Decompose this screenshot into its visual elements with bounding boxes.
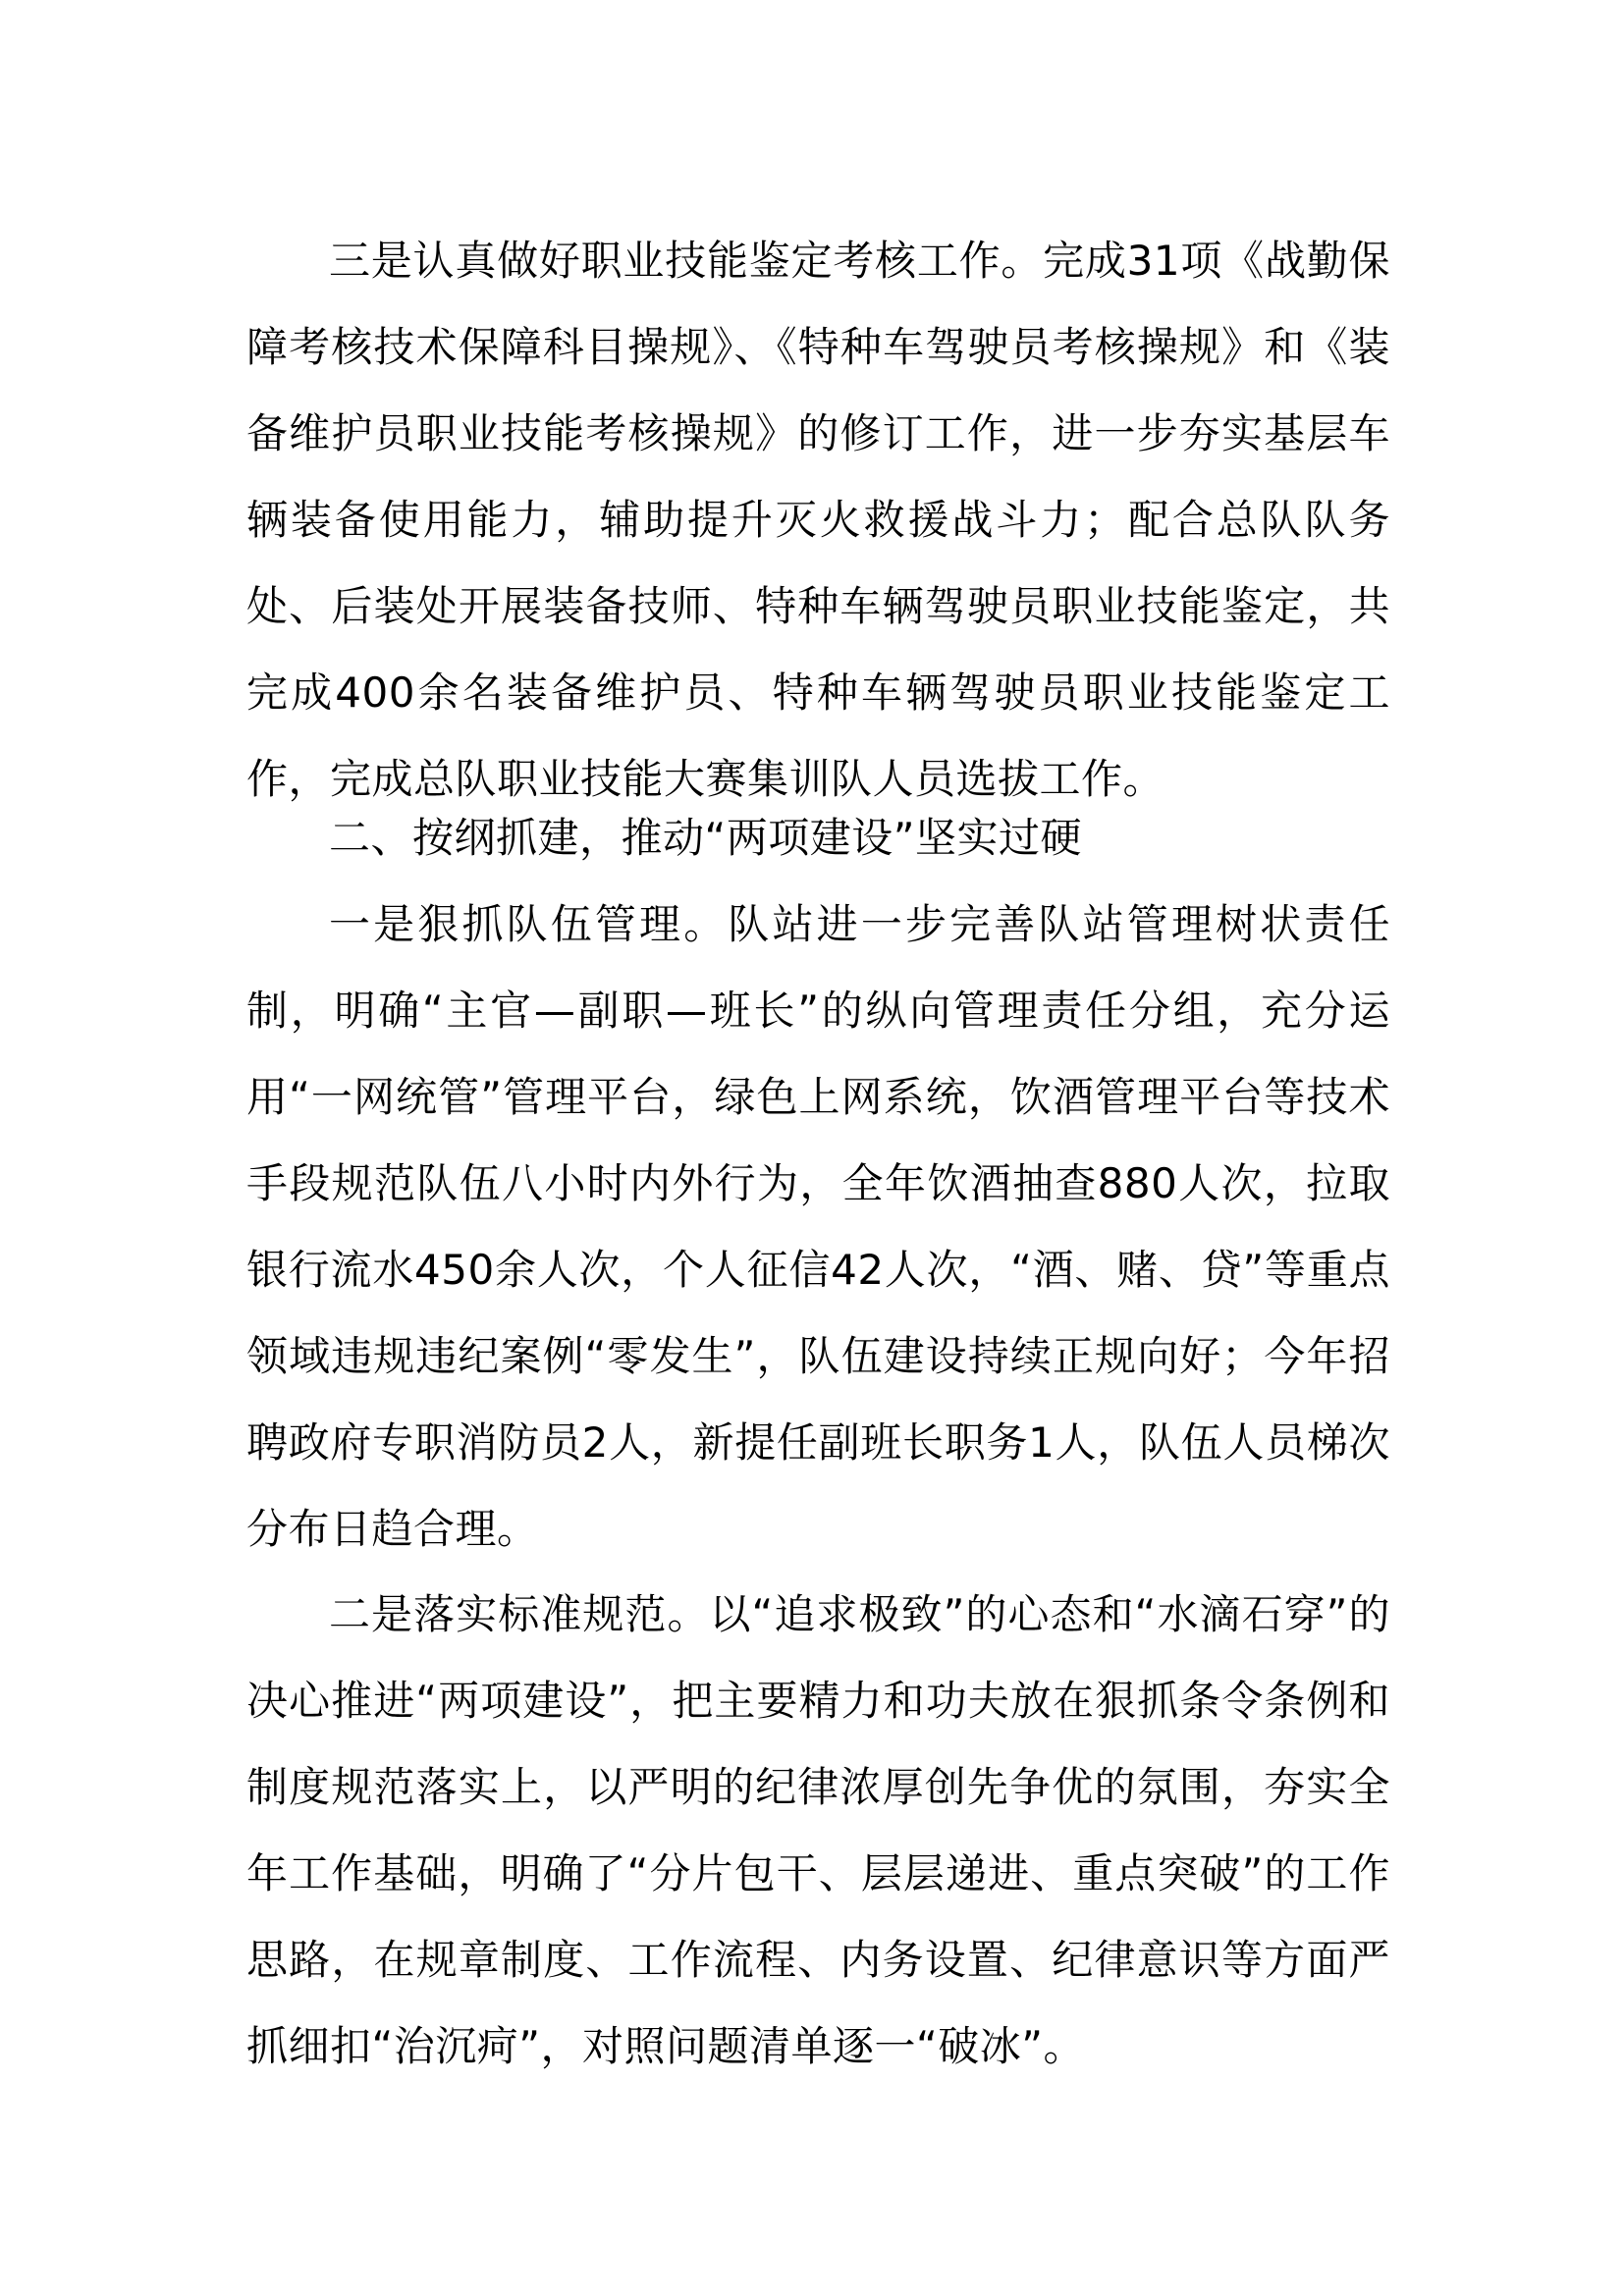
paragraph-standards: 二是落实标准规范。以“追求极致”的心态和“水滴石穿”的决心推进“两项建设”，把主要精力和功夫放在狠抓条令条例和制度规范落实上，以严明的纪律浓厚创先争优的氛围，夯实全年工作基础，明确了“分片包干、层层递进、重点突破”的工作思路，在规章制度、工作流程、内务设置、纪律意识等方面严抓细扣“治沉疴”，对照问题清单逐一“破冰”。 bbox=[246, 1590, 1390, 2070]
paragraph-skills-assessment: 三是认真做好职业技能鉴定考核工作。完成31项《战勤保障考核技术保障科目操规》、《特种车驾驶员考核操规》和《装备维护员职业技能考核操规》的修订工作，进一步夯实基层车辆装备使用能力，辅助提升灭火救援战斗力；配合总队队务处、后装处开展装备技师、特种车辆驾驶员职业技能鉴定，共完成400余名装备维护员、特种车辆驾驶员职业技能鉴定工作，完成总队职业技能大赛集训队人员选拔工作。 bbox=[246, 237, 1390, 803]
section-vocational-skills bbox=[246, 218, 1390, 823]
section-team-management bbox=[246, 795, 1390, 1573]
paragraph-team-management: 一是狠抓队伍管理。队站进一步完善队站管理树状责任制，明确“主官—副职—班长”的纵向管理责任分组，充分运用“一网统管”管理平台，绿色上网系统，饮酒管理平台等技术手段规范队伍八小时内外行为，全年饮酒抽查880人次，拉取银行流水450余人次，个人征信42人次，“酒、赌、贷”等重点领域违规违纪案例“零发生”，队伍建设持续正规向好；今年招聘政府专职消防员2人，新提任副班长职务1人，队伍人员梯次分布日趋合理。 bbox=[246, 900, 1390, 1553]
section-standards bbox=[246, 1572, 1390, 2090]
section-heading: 二、按纲抓建，推动“两项建设”坚实过硬 bbox=[329, 814, 1083, 862]
